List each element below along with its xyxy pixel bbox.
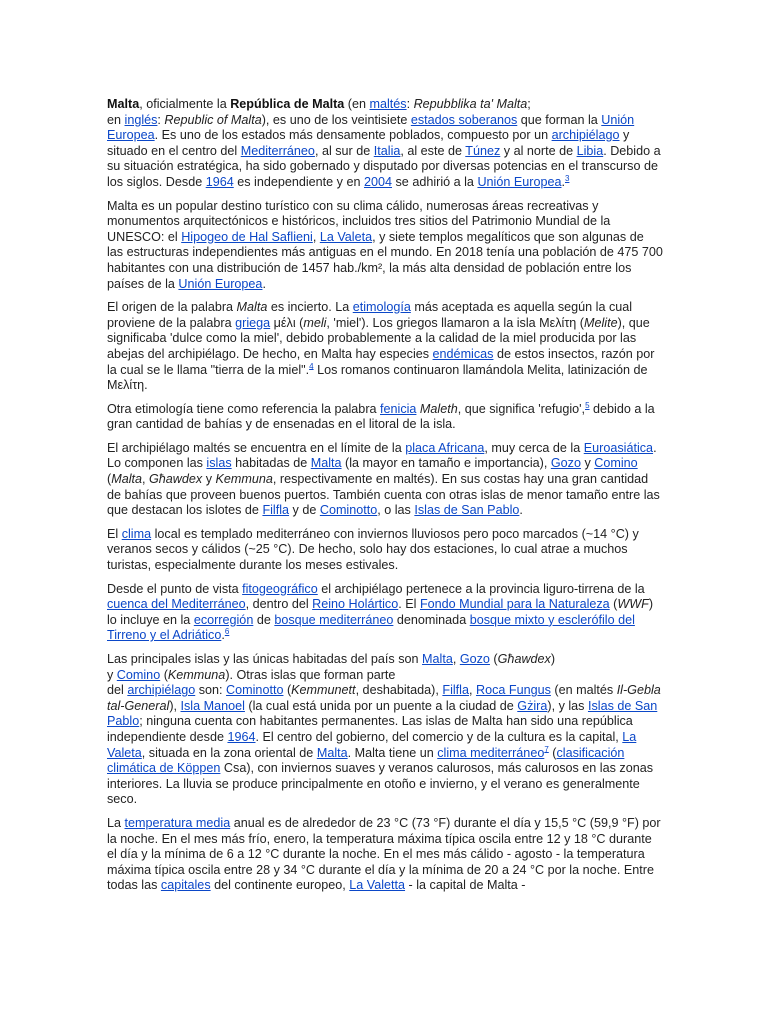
link-estados-soberanos[interactable]: estados soberanos: [410, 112, 518, 127]
link-reino-holartico[interactable]: Reino Holártico: [312, 597, 399, 612]
link-cuenca-del-mediterraneo[interactable]: cuenca del Mediterráneo: [107, 597, 246, 612]
text: y de: [289, 503, 320, 518]
text: habitadas de: [231, 456, 311, 471]
text: . Malta tiene un: [347, 745, 438, 760]
text: y situado en el centro del: [107, 128, 630, 158]
reference-link[interactable]: 4: [309, 361, 314, 371]
link-malta[interactable]: Malta: [316, 745, 348, 760]
link-clima-mediterraneo[interactable]: clima mediterráneo: [437, 745, 545, 760]
text: , deshabitada),: [355, 683, 443, 698]
text: ),: [169, 698, 181, 713]
text: , situada en la zona oriental de: [141, 745, 317, 760]
link-malta[interactable]: Malta: [422, 652, 453, 666]
link-la-valeta[interactable]: La Valeta: [107, 729, 637, 760]
link-griega[interactable]: griega: [235, 315, 271, 330]
link-islas-de-san-pablo[interactable]: Islas de San Pablo: [107, 698, 658, 729]
text: del: [107, 683, 128, 698]
text: del continente europeo,: [210, 878, 350, 893]
text: y: [202, 472, 216, 487]
link-cominotto[interactable]: Cominotto: [226, 683, 284, 698]
link-islas[interactable]: islas: [206, 456, 232, 471]
text: ), es uno de los veintisiete: [261, 112, 411, 127]
text: se adhirió a la: [392, 174, 478, 189]
intro-paragraph: [107, 97, 663, 191]
reference-link[interactable]: 7: [544, 744, 549, 754]
italic-term: Kemmuna: [167, 667, 226, 682]
text: ; ninguna cuenta con habitantes permanentes. Las islas de Malta han sido una república independiente desde: [107, 714, 633, 744]
text: anual es de alrededor de 23 °C (73 °F) durante el día y 15,5 °C (59,9 °F) por la noche. En el mes más frío, enero, la temperatura máxima típica oscila entre 12 y 18 °C durante el día y la mínima de 6 a 12 °C durante la noche. En el mes más cálido - agosto - la temperatura máxima típica oscila entre 28 y 34 °C durante el día y la mínima de 20 a 24 °C por la noche. Entre todas las: [107, 815, 661, 893]
text: Malta es un popular destino turístico con su clima cálido, numerosas áreas recreativas y monumentos arquitectónicos e históricos, incluidos tres sitios del Patrimonio Mundial de la UNESCO: el: [107, 198, 611, 244]
text: , dentro del: [245, 597, 313, 612]
link-cominotto[interactable]: Cominotto: [319, 503, 378, 518]
term-malta: Malta: [107, 97, 140, 111]
link-comino[interactable]: Comino: [594, 456, 638, 471]
text: , o las: [377, 503, 415, 518]
text: (: [283, 683, 292, 698]
reference-link[interactable]: 3: [564, 173, 570, 183]
italic-term: Kemmunett: [291, 683, 356, 698]
italic-term: Għawdex: [497, 652, 551, 666]
text: (: [489, 652, 498, 666]
italic-term: Melite: [584, 315, 618, 330]
temperature-paragraph: [107, 816, 663, 894]
etymology-paragraph: [107, 300, 663, 394]
link-fitogeografico[interactable]: fitogeográfico: [242, 581, 318, 596]
link-clasificacion-koppen[interactable]: clasificación climática de Köppen: [107, 745, 625, 776]
text: de: [253, 612, 275, 627]
term-republica-de-malta: República de Malta: [230, 97, 345, 111]
text: y: [107, 667, 117, 682]
text: es independiente y en: [233, 174, 364, 189]
maltese-name: Repubblika ta' Malta: [413, 97, 528, 111]
link-gozo[interactable]: Gozo: [459, 652, 490, 666]
text: , que significa 'refugio',: [457, 401, 586, 416]
text: (la cual está unida por un puente a la ciudad de: [244, 698, 518, 713]
text: ,: [142, 472, 149, 487]
italic-term: meli: [303, 315, 327, 330]
italic-term: Malta: [111, 472, 142, 487]
link-roca-fungus[interactable]: Roca Fungus: [475, 683, 551, 698]
link-filfla[interactable]: Filfla: [262, 503, 290, 518]
article-body: [107, 97, 663, 902]
link-hipogeo-hal-saflieni[interactable]: Hipogeo de Hal Saflieni: [181, 229, 313, 244]
link-archipielago[interactable]: archipiélago: [551, 128, 620, 143]
link-1964[interactable]: 1964: [227, 729, 256, 744]
text: (: [107, 472, 112, 487]
link-ingles[interactable]: inglés: [124, 112, 158, 127]
text: .: [519, 503, 523, 518]
text: ,: [468, 683, 476, 698]
text: . El: [398, 597, 420, 612]
link-italia[interactable]: Italia: [373, 143, 401, 158]
text: (: [548, 745, 557, 760]
text: ) lo incluye en la: [107, 597, 654, 627]
text: es incierto. La: [267, 300, 353, 315]
link-libia[interactable]: Libia: [576, 143, 604, 158]
text: :: [406, 97, 414, 111]
link-ecorregion[interactable]: ecorregión: [193, 612, 254, 627]
text: (: [160, 667, 168, 682]
link-euroasiatica[interactable]: Euroasiática: [583, 440, 654, 455]
climate-paragraph: [107, 527, 663, 574]
link-islas-de-san-pablo[interactable]: Islas de San Pablo: [414, 503, 520, 518]
text: . Lo componen las: [107, 440, 657, 471]
text: El origen de la palabra: [107, 300, 237, 315]
text: ,: [452, 652, 460, 666]
italic-term: Maleth: [419, 401, 458, 416]
link-bosque-mixto-tirreno-adriatico[interactable]: bosque mixto y esclerófilo del Tirreno y el Adriático: [107, 612, 635, 643]
text: El archipiélago maltés se encuentra en el límite de la: [107, 440, 406, 455]
text: y al norte de: [500, 143, 577, 158]
link-1964[interactable]: 1964: [205, 174, 234, 189]
link-filfla[interactable]: Filfla: [442, 683, 469, 698]
link-bosque-mediterraneo[interactable]: bosque mediterráneo: [274, 612, 394, 627]
text: .: [221, 628, 225, 643]
reference-6[interactable]: [225, 627, 229, 636]
reference-link[interactable]: 5: [585, 400, 590, 410]
link-gzira[interactable]: Gżira: [517, 698, 548, 713]
italic-term: Il-Gebla tal-General: [107, 683, 661, 713]
link-comino[interactable]: Comino: [116, 667, 161, 682]
text: .: [262, 276, 266, 291]
geography-paragraph: [107, 441, 663, 519]
link-gozo[interactable]: Gozo: [550, 456, 581, 471]
text: . Es uno de los estados más densamente poblados, compuesto por un: [154, 128, 552, 143]
text: ), y las: [547, 698, 588, 713]
text: local es templado mediterráneo con inviernos lluviosos pero poco marcados (~14 °C) y veranos secos y cálidos (~25 °C). De hecho, solo hay dos estaciones, lo cual atrae a muchos turistas, especialmente durante los meses estivales.: [107, 526, 639, 573]
link-union-europea[interactable]: Unión Europea: [107, 112, 635, 143]
italic-term: Kemmuna: [215, 472, 273, 487]
text: ,: [312, 229, 320, 244]
link-tunez[interactable]: Túnez: [465, 143, 501, 158]
text: Otra etimología tiene como referencia la palabra: [107, 401, 381, 416]
text: denominada: [393, 612, 470, 627]
link-2004[interactable]: 2004: [363, 174, 393, 189]
link-mediterraneo[interactable]: Mediterráneo: [240, 143, 315, 158]
text: Csa), con inviernos suaves y veranos calurosos, más calurosos en las zonas interiores. La lluvia se produce principalmente en otoño e invierno, y el verano es generalmente seco.: [107, 761, 654, 807]
text: . Debido a su situación estratégica, ha sido gobernado y disputado por diversas potencias en el transcurso de los siglos. Desde: [107, 143, 661, 189]
text: ), que significaba 'dulce como la miel', debido probablemente a la calidad de la miel producida por las abejas del archipiélago. De hecho, en Malta hay especies: [107, 315, 650, 361]
text: ;: [527, 97, 531, 111]
text: μέλι (: [270, 315, 304, 330]
text: La: [107, 815, 125, 830]
reference-link[interactable]: 6: [224, 627, 230, 637]
link-etimologia[interactable]: etimología: [352, 300, 411, 315]
link-fondo-mundial-naturaleza[interactable]: Fondo Mundial para la Naturaleza: [419, 597, 610, 612]
text: , al sur de: [314, 143, 374, 158]
text: :: [157, 112, 165, 127]
italic-term: Malta: [236, 300, 268, 315]
text: (en maltés: [550, 683, 617, 698]
text: (: [609, 597, 618, 612]
text: .: [561, 174, 565, 189]
islands-paragraph: [107, 652, 663, 808]
text: (la mayor en tamaño e importancia),: [341, 456, 551, 471]
tourism-paragraph: [107, 199, 663, 293]
text: Desde el punto de vista: [107, 581, 243, 596]
text: El: [107, 526, 122, 541]
text: , muy cerca de la: [484, 440, 584, 455]
text: más aceptada es aquella según la cual proviene de la palabra: [107, 300, 633, 330]
text: - la capital de Malta -: [405, 878, 526, 893]
reference-3[interactable]: [565, 174, 569, 183]
italic-term: WWF: [617, 597, 649, 612]
link-archipielago[interactable]: archipiélago: [127, 683, 196, 698]
link-endemicas[interactable]: endémicas: [432, 346, 494, 361]
text: ): [550, 652, 556, 666]
text: y: [580, 456, 595, 471]
text: de estos insectos, razón por la cual se le llama "tierra de la miel".: [107, 346, 655, 377]
english-name: Republic of Malta: [164, 112, 262, 127]
link-la-valeta[interactable]: La Valeta: [319, 229, 373, 244]
link-placa-africana[interactable]: placa Africana: [405, 440, 485, 455]
link-la-valetta[interactable]: La Valetta: [349, 878, 406, 893]
text: Las principales islas y las únicas habitadas del país son: [107, 652, 423, 666]
text: debido a la gran cantidad de bahías y de ensenadas en el litoral de la isla.: [107, 401, 655, 432]
text: el archipiélago pertenece a la provincia liguro-tirrena de la: [317, 581, 645, 596]
link-union-europea[interactable]: Unión Europea: [477, 174, 562, 189]
link-isla-manoel[interactable]: Isla Manoel: [180, 698, 245, 713]
phytogeography-paragraph: [107, 582, 663, 644]
text: (en: [344, 97, 370, 111]
text: , y siete templos megalíticos que son algunas de las estructuras independientes más antiguas en el mundo. En 2018 tenía una población de 475 700 habitantes con una distribución de 1457 hab./km², la más alta densidad de población entre los países de la: [107, 229, 663, 291]
link-maltes[interactable]: maltés: [369, 97, 407, 111]
link-clima[interactable]: clima: [121, 526, 152, 541]
text: , 'miel'). Los griegos llamaron a la isla Μελίτη (: [326, 315, 584, 330]
link-malta[interactable]: Malta: [310, 456, 342, 471]
text: . El centro del gobierno, del comercio y de la cultura es la capital,: [255, 729, 623, 744]
text: Los romanos continuaron llamándola Melita, latinización de Μελίτη.: [107, 362, 648, 393]
link-fenicia[interactable]: fenicia: [380, 401, 417, 416]
text: son:: [195, 683, 227, 698]
text: que forman la: [517, 112, 602, 127]
etymology-paragraph-2: [107, 402, 663, 433]
link-temperatura-media[interactable]: temperatura media: [124, 815, 231, 830]
link-capitales[interactable]: capitales: [160, 878, 211, 893]
italic-term: Għawdex: [149, 472, 203, 487]
text: , oficialmente la: [139, 97, 231, 111]
text: ). Otras islas que forman parte: [225, 667, 396, 682]
text: , respectivamente en maltés). En sus costas hay una gran cantidad de bahías que proveen buenos puertos. También cuenta con otras islas de menor tamaño entre las que destacan los islotes de: [107, 472, 660, 518]
text: , al este de: [400, 143, 466, 158]
link-union-europea[interactable]: Unión Europea: [178, 276, 263, 291]
text: en: [107, 112, 125, 127]
